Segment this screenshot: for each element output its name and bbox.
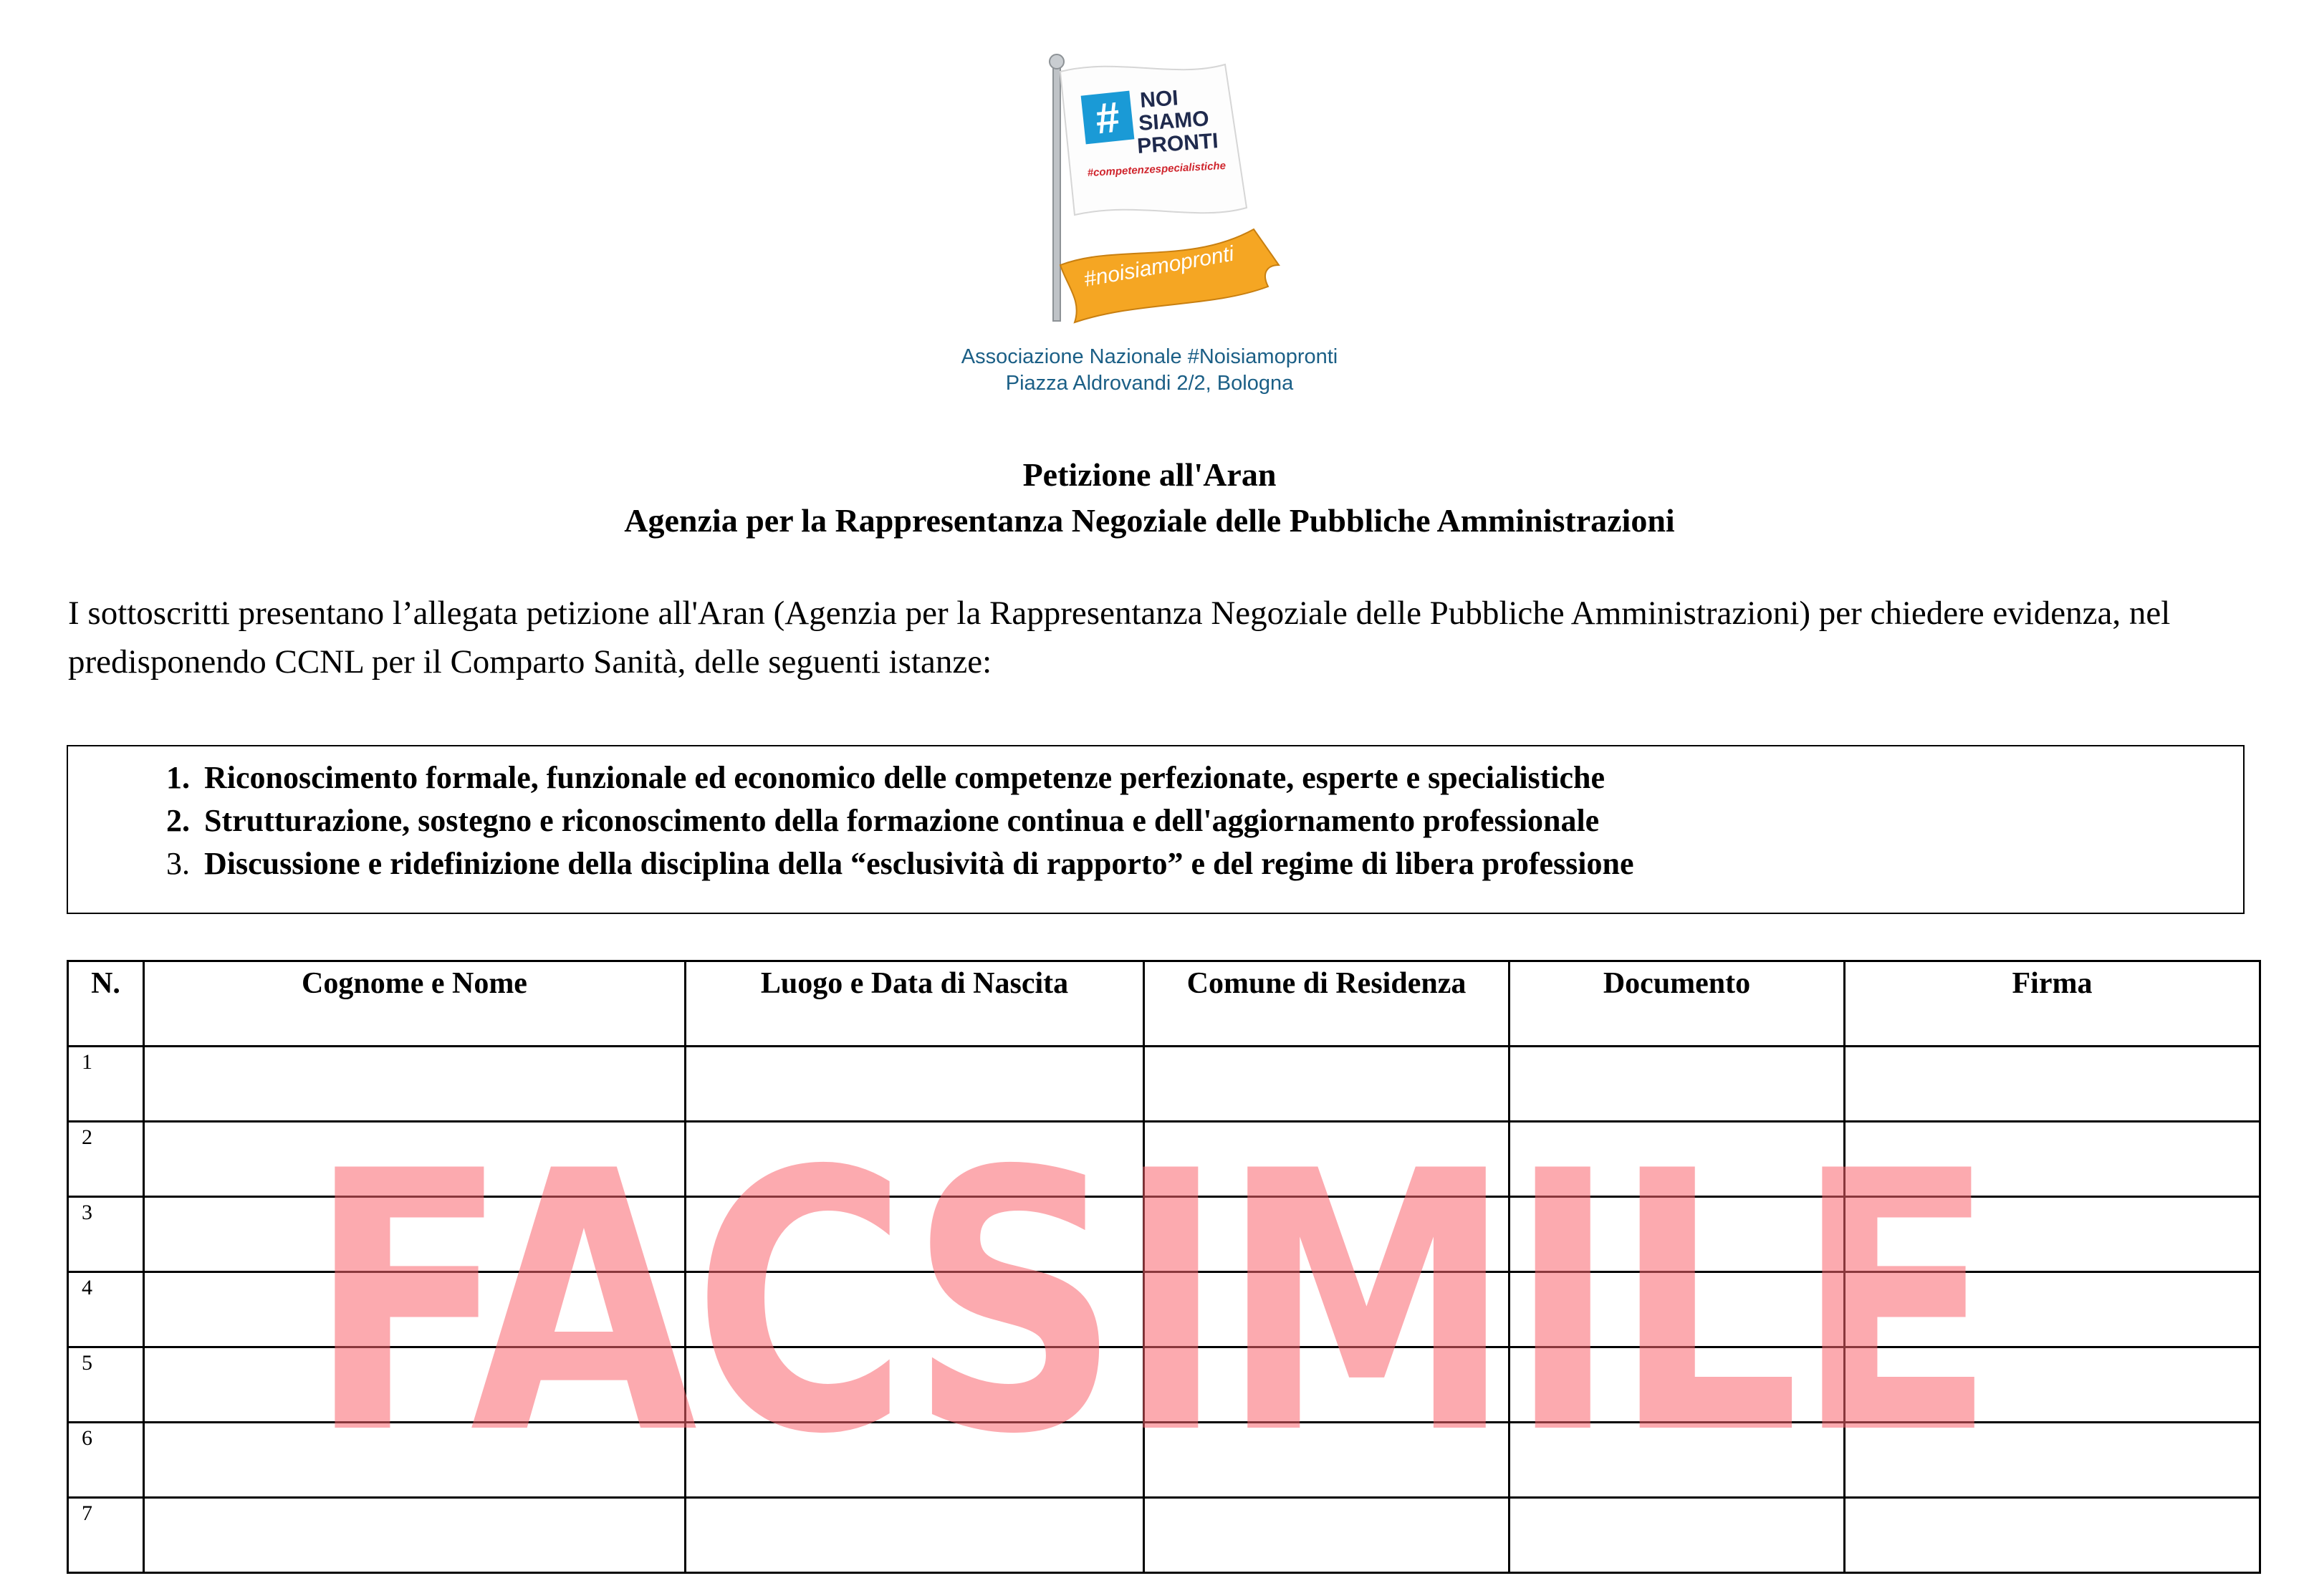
entry-cell[interactable] — [1845, 1047, 2260, 1122]
organization-address: Piazza Aldrovandi 2/2, Bologna — [1005, 372, 1294, 395]
entry-cell[interactable] — [1144, 1197, 1510, 1272]
header-number: N. — [68, 961, 144, 1047]
entry-cell[interactable] — [686, 1272, 1144, 1347]
entry-cell[interactable] — [1510, 1122, 1845, 1197]
entry-cell[interactable] — [1144, 1423, 1510, 1498]
signature-table — [67, 960, 2261, 1574]
entry-cell[interactable] — [1144, 1347, 1510, 1423]
instance-item — [140, 845, 1633, 882]
entry-cell[interactable] — [1510, 1047, 1845, 1122]
table-row — [68, 1197, 2260, 1272]
logo-line-1: NOI — [1139, 86, 1179, 112]
table-row — [68, 1498, 2260, 1573]
logo-line-2: SIAMO — [1138, 107, 1210, 135]
entry-cell[interactable] — [1510, 1498, 1845, 1573]
document-title: Petizione all'Aran — [1022, 456, 1277, 493]
row-number-cell — [68, 1047, 144, 1122]
intro-paragraph: I sottoscritti presentano l’allegata petizione all'Aran (Agenzia per la Rappresentanza Negoziale delle Pubbliche Amministrazioni) per chiedere evidenza, nel predisponendo CCNL per il Comparto Sanità, delle seguenti istanze: — [68, 595, 2171, 681]
table-header-row — [68, 961, 2260, 1047]
row-number: 1 — [82, 1050, 92, 1074]
entry-cell[interactable] — [1510, 1197, 1845, 1272]
entry-cell[interactable] — [1510, 1423, 1845, 1498]
header-birth: Luogo e Data di Nascita — [686, 961, 1144, 1047]
row-number-cell — [68, 1272, 144, 1347]
entry-cell[interactable] — [144, 1498, 686, 1573]
entry-cell[interactable] — [686, 1347, 1144, 1423]
header-document: Documento — [1510, 961, 1845, 1047]
row-number: 2 — [82, 1125, 92, 1149]
instance-text: Discussione e ridefinizione della disciplina della “esclusività di rapporto” e del regime di libera professione — [204, 846, 1634, 881]
instance-number: 1. — [166, 760, 190, 795]
instance-text: Riconoscimento formale, funzionale ed economico delle competenze perfezionate, esperte e specialistiche — [204, 760, 1606, 795]
entry-cell[interactable] — [686, 1197, 1144, 1272]
entry-cell[interactable] — [686, 1498, 1144, 1573]
row-number-cell — [68, 1122, 144, 1197]
entry-cell[interactable] — [144, 1122, 686, 1197]
row-number: 7 — [82, 1501, 92, 1525]
table-row — [68, 1347, 2260, 1423]
table-row — [68, 1047, 2260, 1122]
table-row — [68, 1122, 2260, 1197]
entry-cell[interactable] — [686, 1047, 1144, 1122]
instances-box — [67, 745, 2245, 914]
row-number: 3 — [82, 1201, 92, 1224]
row-number-cell — [68, 1498, 144, 1573]
table-row — [68, 1272, 2260, 1347]
entry-cell[interactable] — [1845, 1347, 2260, 1423]
row-number-cell — [68, 1197, 144, 1272]
logo-ribbon-text: #noisiamopronti — [1082, 241, 1236, 292]
instance-item — [140, 759, 1605, 796]
document-subtitle: Agenzia per la Rappresentanza Negoziale delle Pubbliche Amministrazioni — [624, 502, 1675, 539]
entry-cell[interactable] — [686, 1423, 1144, 1498]
facsimile-watermark: FACSIMILE — [307, 1095, 1992, 1512]
row-number: 5 — [82, 1351, 92, 1375]
organization-name: Associazione Nazionale #Noisiamopronti — [961, 345, 1338, 368]
entry-cell[interactable] — [1845, 1197, 2260, 1272]
row-number: 4 — [82, 1276, 92, 1299]
row-number: 6 — [82, 1426, 92, 1450]
header-name: Cognome e Nome — [144, 961, 686, 1047]
header-signature: Firma — [1845, 961, 2260, 1047]
entry-cell[interactable] — [686, 1122, 1144, 1197]
entry-cell[interactable] — [1845, 1272, 2260, 1347]
table-row — [68, 1423, 2260, 1498]
logo-hash: # — [1093, 92, 1123, 143]
entry-cell[interactable] — [144, 1347, 686, 1423]
logo-line-3: PRONTI — [1136, 129, 1219, 158]
entry-cell[interactable] — [1144, 1272, 1510, 1347]
entry-cell[interactable] — [1144, 1122, 1510, 1197]
entry-cell[interactable] — [1845, 1122, 2260, 1197]
entry-cell[interactable] — [1144, 1498, 1510, 1573]
logo-flag-tag: #competenzespecialistiche — [1087, 159, 1227, 179]
entry-cell[interactable] — [1845, 1498, 2260, 1573]
row-number-cell — [68, 1423, 144, 1498]
entry-cell[interactable] — [144, 1272, 686, 1347]
entry-cell[interactable] — [1845, 1423, 2260, 1498]
association-logo — [1032, 50, 1304, 337]
entry-cell[interactable] — [144, 1197, 686, 1272]
row-number-cell — [68, 1347, 144, 1423]
instance-number: 2. — [166, 803, 190, 838]
entry-cell[interactable] — [144, 1047, 686, 1122]
entry-cell[interactable] — [1510, 1347, 1845, 1423]
entry-cell[interactable] — [144, 1423, 686, 1498]
header-residence: Comune di Residenza — [1144, 961, 1510, 1047]
instance-number: 3. — [166, 846, 190, 881]
instance-text: Strutturazione, sostegno e riconoscimento della formazione continua e dell'aggiornamento professionale — [204, 803, 1600, 838]
instance-item — [140, 802, 1599, 839]
entry-cell[interactable] — [1510, 1272, 1845, 1347]
entry-cell[interactable] — [1144, 1047, 1510, 1122]
